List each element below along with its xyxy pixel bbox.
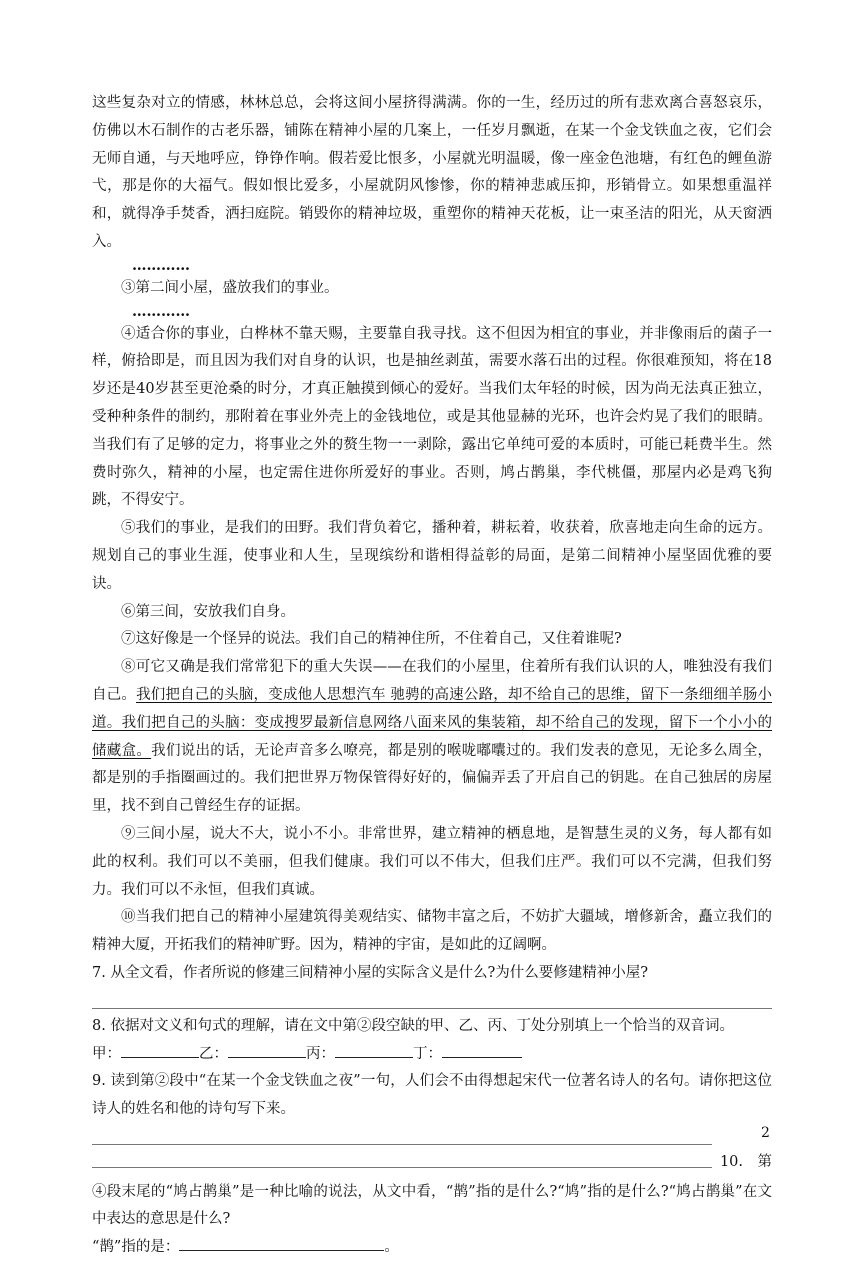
paragraph-3: ③第二间小屋，盛放我们的事业。 <box>121 279 339 296</box>
answer-line-q9-1[interactable] <box>92 1124 712 1145</box>
answer-line-q9-2[interactable] <box>92 1149 712 1168</box>
question-10: ④段末尾的“鸠占鹊巢”是一种比喻的说法，从文中看，“鹊”指的是什么?“鸠”指的是什么?“鸠占鹊巢”在文中表达的意思是什么? <box>92 1183 772 1228</box>
paragraph-8 <box>92 654 772 821</box>
paragraph-8-part-a: ⑧可它又确是我们常常犯下的重大失误——在我们的小屋里，住着所有我们认识的人，唯独没有我们自己。 <box>92 659 772 703</box>
question-8-blanks <box>92 1041 772 1069</box>
blank-bing[interactable] <box>335 1057 413 1058</box>
paragraph-4: ④适合你的事业，白桦林不靠天赐，主要靠自我寻找。这不但因为相宜的事业，并非像雨后的菌子一样，俯拾即是，而且因为我们对自身的认识，也是抽丝剥茧，需要水落石出的过程。你很难预知，将在18岁还是40岁甚至更沧桑的时分，才真正触摸到倾心的爱好。当我们太年轻的时候，因为尚无法真正独立，受种种条件的制约，那附着在事业外壳上的金钱地位，或是其他显赫的光环，也许会灼晃了我们的眼睛。当我们有了足够的定力，将事业之外的赘生物一一剥除，露出它单纯可爱的本质时，可能已耗费半生。然费时弥久，精神的小屋，也定需住进你所爱好的事业。否则，鸠占鹊巢，李代桃僵，那屋内必是鸡飞狗跳，不得安宁。 <box>92 325 772 509</box>
paragraph-10: ⑩当我们把自己的精神小屋建筑得美观结实、储物丰富之后，不妨扩大疆域，增修新舍，矗立我们的精神大厦，开拓我们的精神旷野。因为，精神的宇宙，是如此的辽阔啊。 <box>92 909 772 954</box>
blank-que[interactable] <box>179 1250 384 1251</box>
paragraph-5: ⑤我们的事业，是我们的田野。我们背负着它，播种着，耕耘着，收获着，欣喜地走向生命的远方。规划自己的事业生涯，使事业和人生，呈现缤纷和谐相得益彰的局面，是第二间精神小屋坚固优雅的要诀。 <box>92 520 772 592</box>
page-number: 2 <box>761 1125 770 1141</box>
blank-ding[interactable] <box>442 1057 522 1058</box>
label-que: “鹊”指的是： <box>92 1239 180 1256</box>
answer-line-q7[interactable] <box>92 988 772 1009</box>
question-10-number: 10. 第 <box>719 1153 772 1170</box>
blank-jia[interactable] <box>121 1057 199 1058</box>
label-yi: 乙： <box>199 1045 228 1062</box>
blank-yi[interactable] <box>228 1057 306 1058</box>
question-8: 8. 依据对文义和句式的理解，请在文中第②段空缺的甲、乙、丙、丁处分别填上一个恰当的双音词。 <box>92 1017 734 1034</box>
ellipsis-1: ………… <box>132 256 190 274</box>
label-jia: 甲： <box>92 1045 121 1062</box>
question-10-lead <box>92 1149 772 1179</box>
document-page <box>92 90 772 1262</box>
question-10-answer <box>92 1234 772 1262</box>
question-7: 7. 从全文看，作者所说的修建三间精神小屋的实际含义是什么?为什么要修建精神小屋? <box>92 964 648 981</box>
paragraph-8-part-b: 我们说出的话，无论声音多么嘹亮，都是别的喉咙嘟囔过的。我们发表的意见，无论多么周全，都是别的手指圈画过的。我们把世界万物保管得好好的，偏偏弄丢了开启自己的钥匙。在自己独居的房屋里，找不到自己曾经生存的证据。 <box>92 742 772 815</box>
paragraph-7: ⑦这好像是一个怪异的说法。我们自己的精神住所，不住着自己，又住着谁呢? <box>121 631 622 648</box>
ellipsis-2: ………… <box>132 302 190 320</box>
question-9: 9. 读到第②段中“在某一个金戈铁血之夜”一句，人们会不由得想起宋代一位著名诗人的名句。请你把这位诗人的姓名和他的诗句写下来。 <box>92 1073 772 1118</box>
paragraph-6: ⑥第三间，安放我们自身。 <box>121 603 295 620</box>
label-ding: 丁： <box>413 1045 442 1062</box>
paragraph-9: ⑨三间小屋，说大不大，说小不小。非常世界，建立精神的栖息地，是智慧生灵的义务，每人都有如此的权利。我们可以不美丽，但我们健康。我们可以不伟大，但我们庄严。我们可以不完满，但我们努力。我们可以不永恒，但我们真诚。 <box>92 825 772 898</box>
label-bing: 丙： <box>306 1045 335 1062</box>
paragraph-intro: 这些复杂对立的情感，林林总总，会将这间小屋挤得满满。你的一生，经历过的所有悲欢离合喜怒哀乐，仿佛以木石制作的古老乐器，铺陈在精神小屋的几案上，一任岁月飘逝，在某一个金戈铁血之夜，它们会无师自通，与天地呼应，铮铮作响。假若爱比恨多，小屋就光明温暖，像一座金色池塘，有红色的鲤鱼游弋，那是你的大福气。假如恨比爱多，小屋就阴风惨惨，你的精神悲戚压抑，形销骨立。如果想重温祥和，就得净手焚香，洒扫庭院。销毁你的精神垃圾，重塑你的精神天花板，让一束圣洁的阳光，从天窗洒入。 <box>92 95 772 250</box>
answer-end-mark: 。 <box>384 1239 399 1256</box>
paragraph-8-underlined: 我们把自己的头脑，变成他人思想汽车 驰骋的高速公路，却不给自己的思维，留下一条细细羊肠小道。我们把自己的头脑：变成搜罗最新信息网络八面来风的集装箱，却不给自己的发现，留下一个小小的储藏盒。 <box>92 686 773 759</box>
